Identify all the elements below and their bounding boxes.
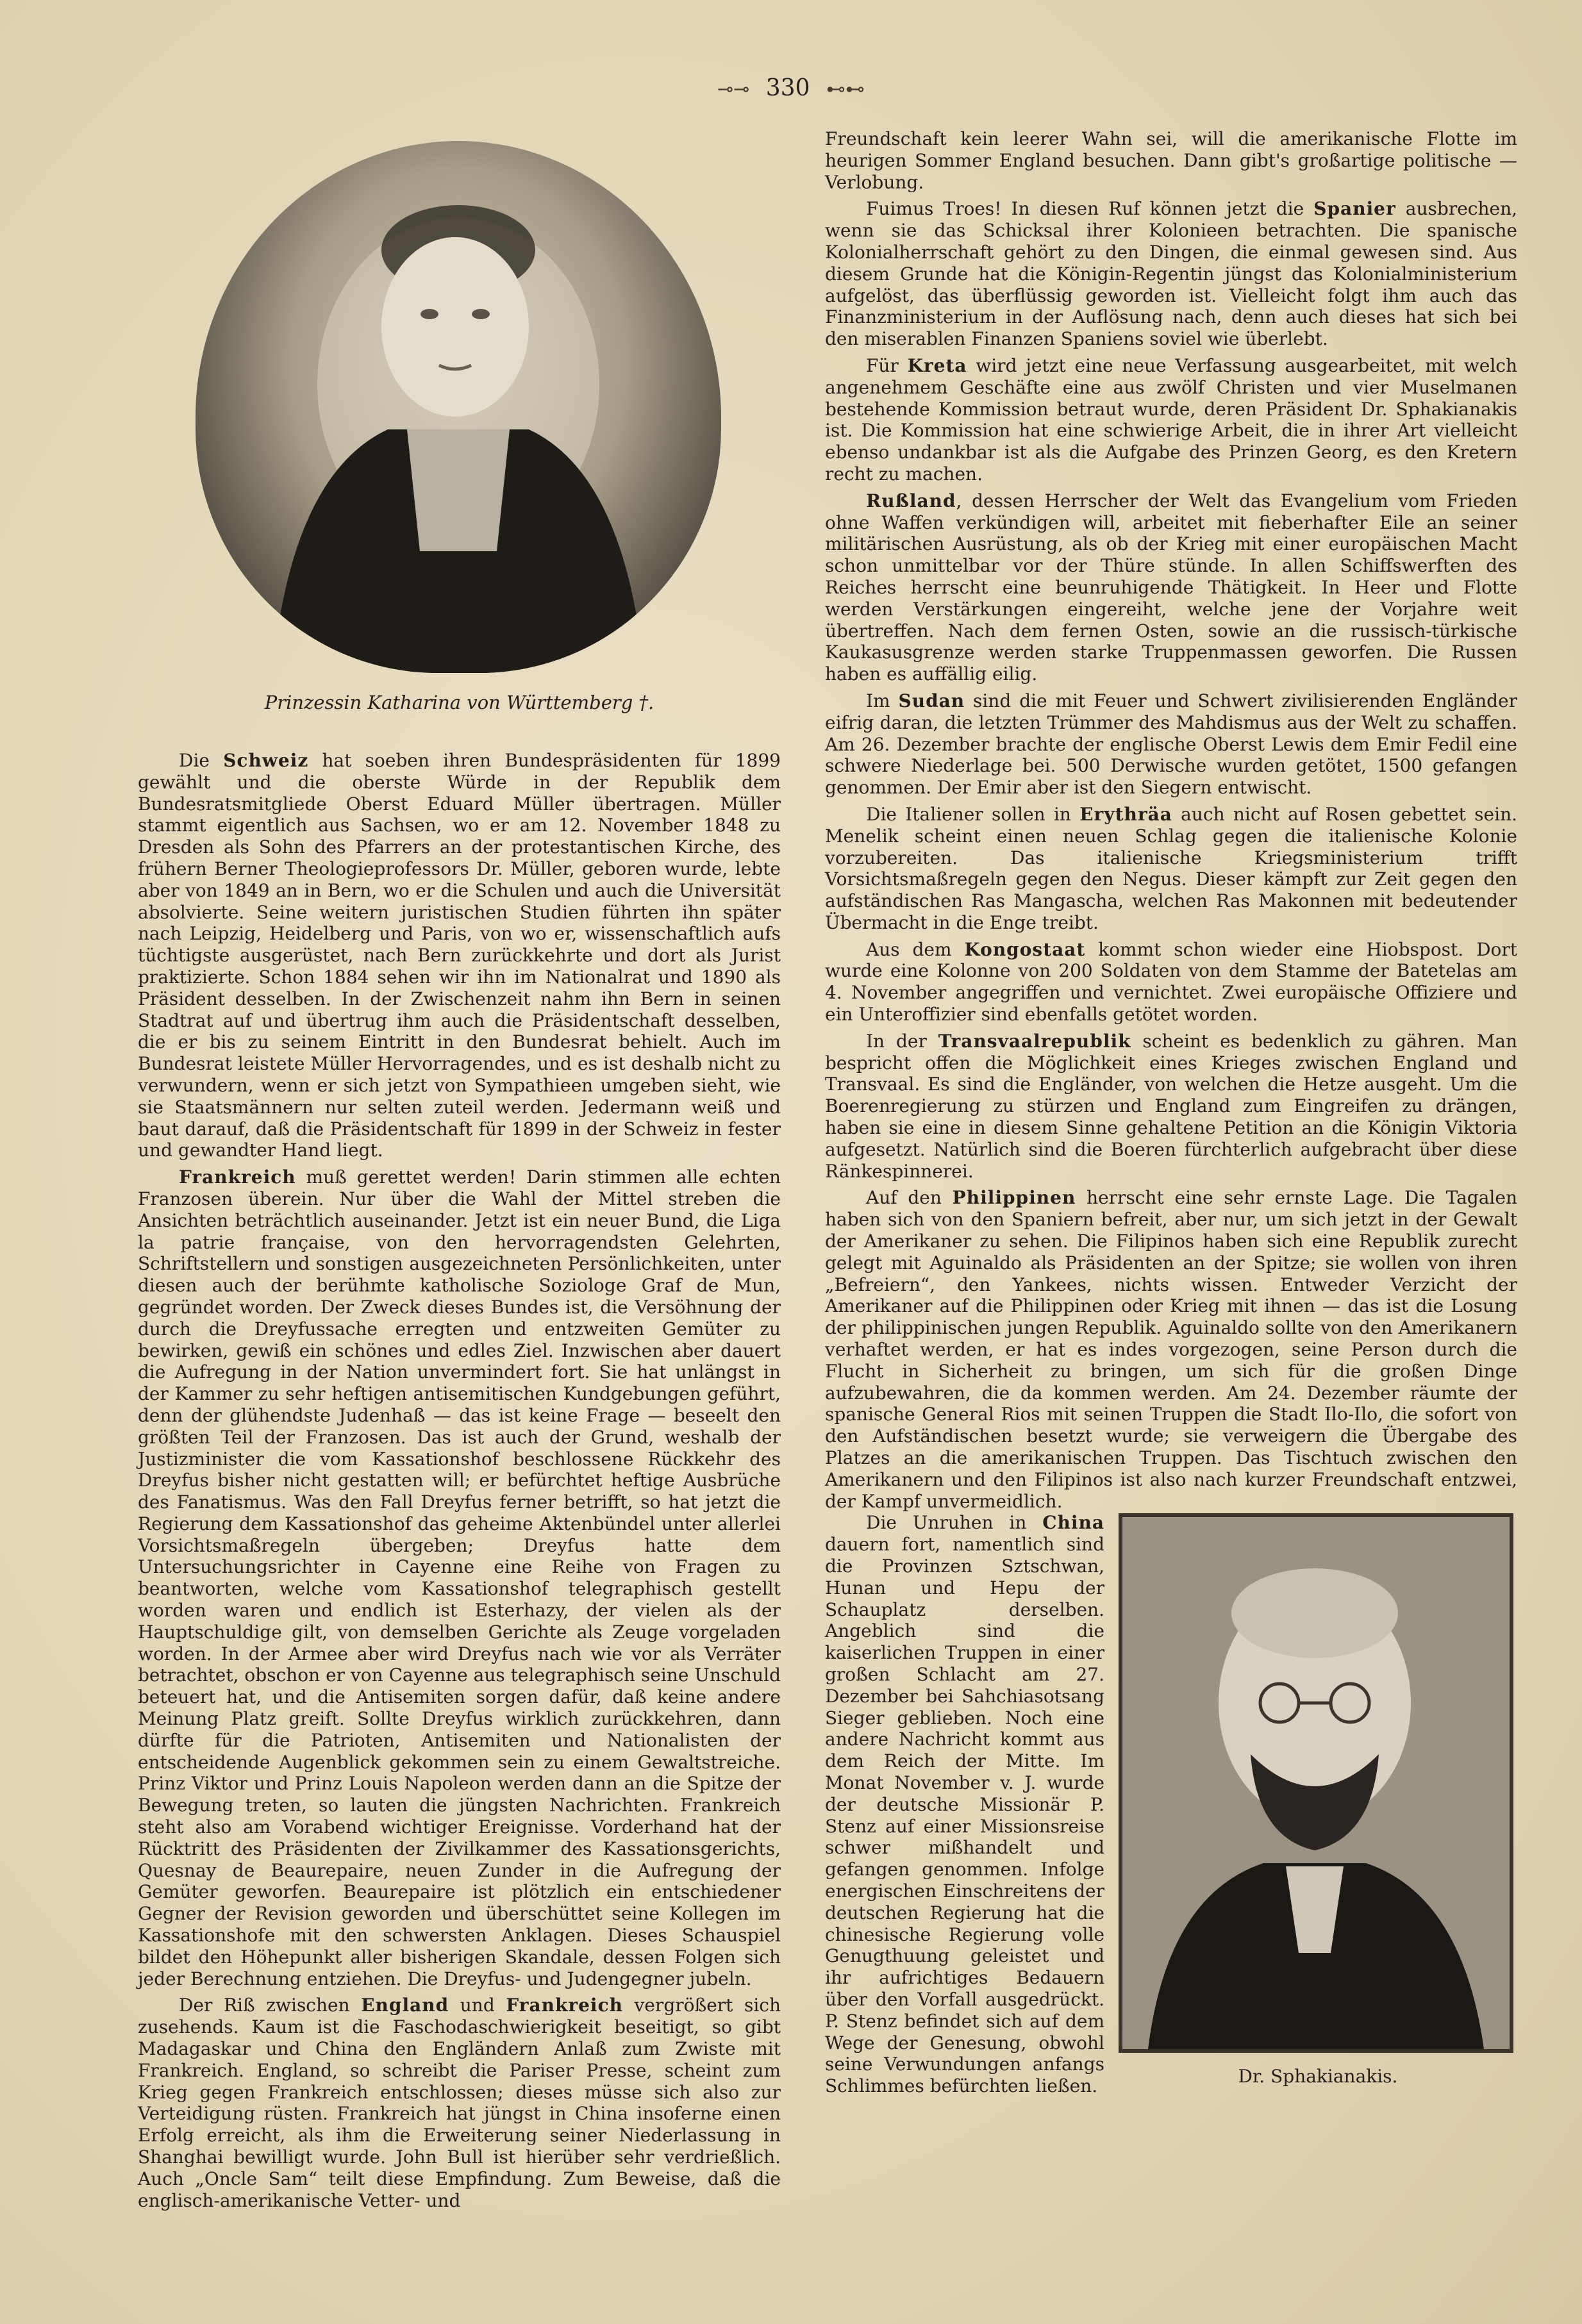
article-kreta: Für Kreta wird jetzt eine neue Verfassung ausgearbeitet, mit welch angenehmem Geschäfte eine aus zwölf Christen und vier Muselmanen bestehende Kommission betraut wurde, deren Präsident Dr. Sphakianakis ist. Die Kommission hat eine schwierige Arbeit, die in ihrer Art vielleicht ebenso undankbar ist als die Aufgabe des Prinzen Georg, es den Kretern recht zu machen. xyxy=(825,354,1517,485)
photo-caption: Dr. Sphakianakis. xyxy=(1238,2066,1398,2087)
article-kongostaat: Aus dem Kongostaat kommt schon wieder eine Hiobspost. Dort wurde eine Kolonne von 200 Soldaten von dem Stamme der Batetelas am 4. November angegriffen und vernichtet. Zwei europäische Offiziere und ein Unteroffizier sind ebenfalls getötet worden. xyxy=(825,938,1518,1025)
page-number: 330 xyxy=(765,75,810,101)
article-england-frankreich: Der Riß zwischen England und Frankreich vergrößert sich zusehends. Kaum ist die Faschodaschwierigkeit beseitigt, so gibt Madagaskar und China den Engländern Anlaß zum Zwiste mit Frankreich. England, so schreibt die Pariser Presse, scheint zum Krieg gegen Frankreich entschlossen; dieses müsse sich also zur Verteidigung rüsten. Frankreich hat jüngst in China insoferne einen Erfolg erreicht, als ihm die Erweiterung seiner Niederlassung in Shanghai bewilligt wurde. John Bull ist hierüber sehr verdrießlich. Auch „Oncle Sam“ teilt diese Empfindung. Zum Beweise, daß die englisch-amerikanische Vetter- und xyxy=(138,1995,781,2211)
left-column xyxy=(138,128,781,2211)
photo-figure xyxy=(1119,1513,1517,2087)
article-erythraea: Die Italiener sollen in Erythräa auch nicht auf Rosen gebettet sein. Menelik scheint einen neuen Schlag gegen die italienische Kolonie vorzubereiten. Das italienische Kriegsministerium trifft Vorsichtsmaßregeln gegen den Negus. Dieser kämpft zur Zeit gegen den aufständischen Ras Mangascha, welchen Ras Makonnen mit bedeutender Übermacht in die Enge treibt. xyxy=(825,803,1518,933)
article-frankreich: Frankreich muß gerettet werden! Darin stimmen alle echten Franzosen überein. Nur über die Wahl der Mittel streben die Ansichten beträchtlich auseinander. Jetzt ist ein neuer Bund, die Liga la patrie française, von den hervorragendsten Gelehrten, Schriftstellern und sonstigen ausgezeichneten Persönlichkeiten, unter diesen auch der berühmte katholische Soziologe Graf de Mun, gegründet worden. Der Zweck dieses Bundes ist, die Versöhnung der durch die Dreyfussache erregten und entzweiten Gemüter zu bewirken, gewiß ein schönes und edles Ziel. Inzwischen aber dauert die Aufregung in der Nation unvermindert fort. Sie hat unlängst in der Kammer zu sehr heftigen antisemitischen Kundgebungen geführt, denn der glühendste Judenhaß — das ist keine Frage — beseelt den größten Teil der Franzosen. Das ist auch der Grund, weshalb der Justizminister die vom Kassationshof beschlossene Rückkehr des Dreyfus bisher nicht gestatten will; er befürchtet heftige Ausbrüche des Fanatismus. Was den Fall Dreyfus ferner betrifft, so hat jetzt die Regierung dem Kassationshof das geheime Aktenbündel unter allerlei Vorsichtsmaßregeln übergeben; Dreyfus hatte dem Untersuchungsrichter in Cayenne eine Reihe von Fragen zu beantworten, welche vom Kassationshof telegraphisch gestellt worden waren und endlich ist Esterhazy, der vielen als der Hauptschuldige gilt, von demselben Gerichte als Zeuge vorgeladen worden. In der Armee aber wird Dreyfus nach wie vor als Verräter betrachtet, obschon er von Cayenne aus telegraphisch seine Unschuld beteuert hat, und die Antisemiten sorgen dafür, daß keine andere Meinung Platz greift. Sollte Dreyfus wirklich zurückkehren, dann dürfte für die Patrioten, Antisemiten und Nationalisten der entscheidende Augenblick gekommen sein zu einem Gewaltstreiche. Prinz Viktor und Prinz Louis Napoleon werden dann an die Spitze der Bewegung treten, so lauten die jüngsten Nachrichten. Frankreich steht also am Vorabend wichtiger Ereignisse. Vorderhand hat der Rücktritt des Präsidenten der Zivilkammer des Kassationsgerichts, Quesnay de Beaurepaire, neuen Zunder in die Aufregung der Gemüter geworfen. Beaurepaire ist plötzlich ein entschiedener Gegner der Revision geworden und überschüttet seine Kollegen im Kassationshofe mit den schwersten Anklagen. Dieses Schauspiel bildet den Höhepunkt aller bisherigen Skandale, dessen Folgen sich jeder Berechnung entziehen. Die Dreyfus- und Judengegner jubeln. xyxy=(138,1166,781,1989)
article-schweiz: Die Schweiz hat soeben ihren Bundespräsidenten für 1899 gewählt und die oberste Würde in der Republik dem Bundesratsmitgliede Oberst Eduard Müller übertragen. Müller stammt eigentlich aus Sachsen, wo er am 12. November 1848 zu Dresden als Sohn des Pfarrers an der protestantischen Kirche, des frühern Berner Theologieprofessors Dr. Müller, geboren wurde, lebte aber von 1849 an in Bern, wo er die Schulen und auch die Universität absolvierte. Seine weitern juristischen Studien führten ihn später nach Leipzig, Heidelberg und Paris, von wo er, wissenschaftlich aufs tüchtigste ausgerüstet, nach Bern zurückkehrte und dort als Jurist praktizierte. Schon 1884 sehen wir ihn im Nationalrat und 1890 als Präsident desselben. In der Zwischenzeit nahm ihn Bern in seinen Stadtrat auf und übertrug ihm auch die Präsidentschaft desselben, die er bis zu seinem Eintritt in den Bundesrat behielt. Auch im Bundesrat leistete Müller Hervorragendes, und es ist deshalb nicht zu verwundern, wenn er sich jetzt von Sympathieen umgeben sieht, wie sie Staatsmännern nur selten zuteil werden. Jedermann weiß und baut darauf, daß die Präsidentschaft für 1899 in der Schweiz in fester und gewandter Hand liegt. xyxy=(138,750,781,1161)
article-continuation: Freundschaft kein leerer Wahn sei, will die amerikanische Flotte im heurigen Sommer England besuchen. Dann gibt's großartige politische — Verlobung. xyxy=(825,128,1517,193)
article-transvaal: In der Transvaalrepublik scheint es bedenklich zu gähren. Man bespricht offen die Möglichkeit eines Krieges zwischen England und Transvaal. Es sind die Engländer, von welchen die Hetze ausgeht. Um die Boerenregierung zu stürzen und England zum Eingreifen zu drängen, haben sie eine in diesem Sinne gehaltene Petition an die Königin Viktoria aufgesetzt. Natürlich sind die Boeren fürchterlich aufgebracht über diese Ränkespinnerei. xyxy=(825,1030,1517,1182)
article-russland: Rußland, dessen Herrscher der Welt das Evangelium vom Frieden ohne Waffen verkündigen will, arbeitet mit fieberhafter Eile an seiner militärischen Ausrüstung, als ob der Krieg mit einer europäischen Macht schon unmittelbar vor der Thüre stünde. In allen Schiffswerften des Reiches herrscht eine beunruhigende Thätigkeit. In Heer und Flotte werden Verstärkungen eingereiht, welche jene der Vorjahre weit übertreffen. Nach dem fernen Osten, sowie an die russisch-türkische Kaukasusgrenze werden starke Truppenmassen geworfen. Die Russen haben es auffällig eilig. xyxy=(825,490,1517,685)
portrait-man-icon xyxy=(1122,1517,1510,2049)
portrait-woman-icon xyxy=(196,141,721,673)
portrait-figure xyxy=(138,128,781,731)
article-sudan: Im Sudan sind die mit Feuer und Schwert zivilisierenden Engländer eifrig daran, die letzten Trümmer des Mahdismus aus der Welt zu schaffen. Am 26. Dezember brachte der englische Oberst Lewis dem Emir Fedil eine schwere Niederlage bei. 500 Derwische wurden getötet, 1500 gefangen genommen. Der Emir aber ist den Siegern entwischt. xyxy=(825,690,1517,799)
photo-sphakianakis-image xyxy=(1119,1513,1513,2053)
right-ornament-icon: ⊷⊷ xyxy=(826,78,865,101)
portrait-katharina-image xyxy=(196,141,721,673)
right-column xyxy=(825,128,1517,2097)
left-ornament-icon: ⊸⊸ xyxy=(717,78,750,101)
article-spanier: Fuimus Troes! In diesen Ruf können jetzt die Spanier ausbrechen, wenn sie das Schicksal ihrer Kolonieen betrachten. Die spanische Kolonialherrschaft gehört zu den Dingen, die einmal gewesen sind. Aus diesem Grunde hat die Königin-Regentin jüngst das Kolonialministerium aufgelöst, das überflüssig geworden ist. Vielleicht folgt ihm auch das Finanzministerium in der Auflösung nach, denn auch dieses hat sich bei den miserablen Finanzen Spaniens soviel wie überlebt. xyxy=(825,198,1517,350)
portrait-caption: Prinzessin Katharina von Württemberg †. xyxy=(264,692,654,713)
page-header xyxy=(0,69,1582,108)
article-china: Die Unruhen in China dauern fort, namentlich sind die Provinzen Sztschwan, Hunan und Hepu der Schauplatz derselben. Angeblich sind die kaiserlichen Truppen in einer großen Schlacht am 27. Dezember bei Sahchiasotsang Sieger geblieben. Noch eine andere Nachricht kommt aus dem Reich der Mitte. Im Monat November v. J. wurde der deutsche Missionär P. Stenz auf einer Missionsreise schwer mißhandelt und gefangen genommen. Infolge energischen Einschreitens der deutschen Regierung hat die chinesische Regierung volle Genugthuung geleistet und ihr aufrichtiges Bedauern über den Vorfall ausgedrückt. P. Stenz befindet sich auf dem Wege der Genesung, obwohl seine Verwundungen anfangs Schlimmes befürchten ließen. xyxy=(825,1512,1104,2097)
article-philippinen: Auf den Philippinen herrscht eine sehr ernste Lage. Die Tagalen haben sich von den Spaniern befreit, aber nur, um sich jetzt in der Gewalt der Amerikaner zu sehen. Die Filipinos haben sich eine Republik zurecht gelegt mit Aguinaldo als Präsidenten an der Spitze; sie wollen von ihren „Befreiern“, den Yankees, nichts wissen. Entweder Verzicht der Amerikaner auf die Philippinen oder Krieg mit ihnen — das ist die Losung der philippinischen jungen Republik. Aguinaldo sollte von den Amerikanern verhaftet werden, er hat es indes vorgezogen, seine Person durch die Flucht in Sicherheit zu bringen, um sich für die großen Dinge aufzubewahren, die da kommen werden. Am 24. Dezember räumte der spanische General Rios mit seinen Truppen die Stadt Ilo-Ilo, die sofort von den Aufständischen besetzt wurde; sie verweigern die Übergabe des Platzes an die amerikanischen Truppen. Das Tischtuch zwischen den Amerikanern und den Filipinos ist also nach kurzer Freundschaft entzwei, der Kampf unvermeidlich. xyxy=(825,1187,1517,1512)
